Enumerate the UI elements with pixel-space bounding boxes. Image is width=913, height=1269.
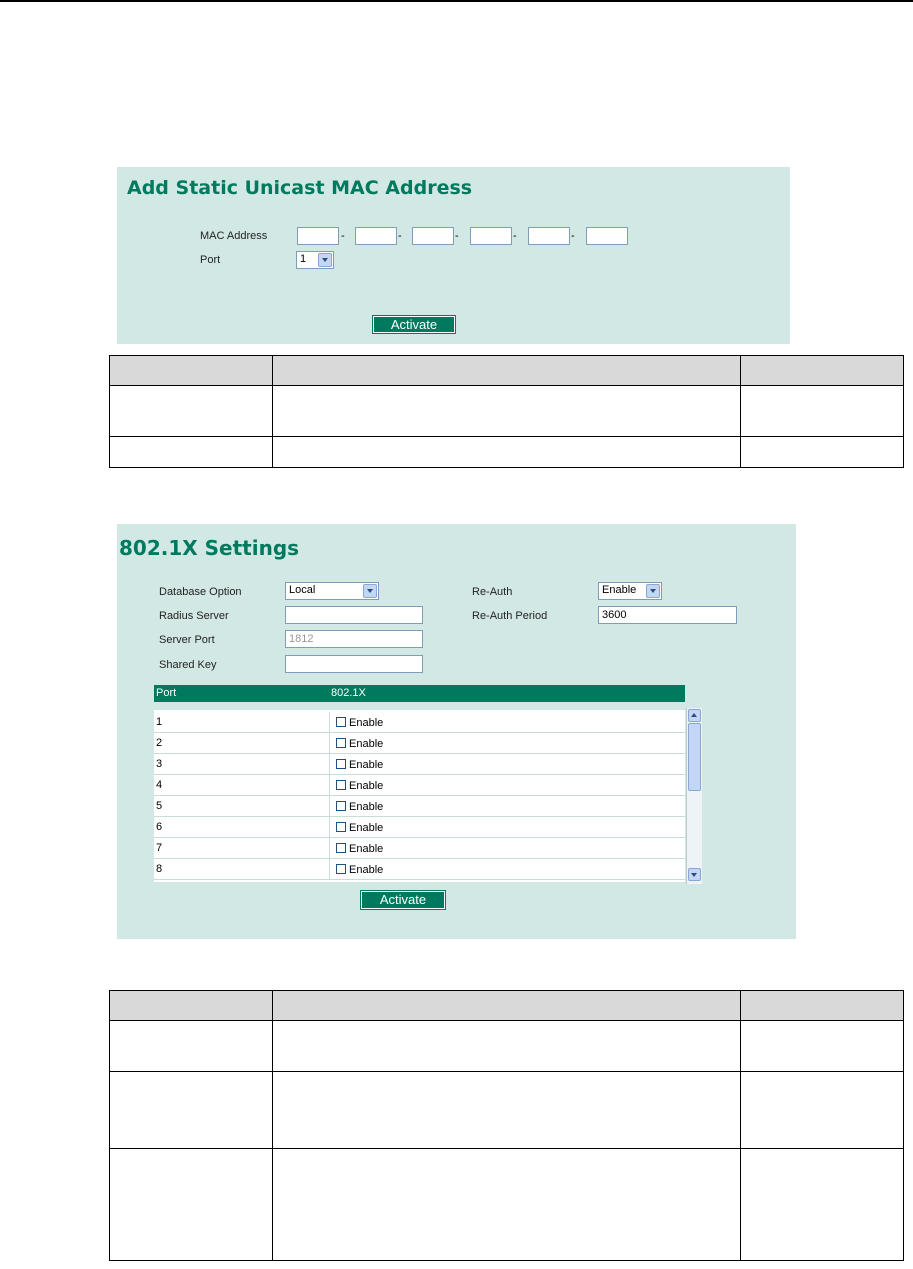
table-cell [273, 1072, 741, 1149]
port-table-header [154, 685, 685, 702]
page-top-rule [0, 0, 913, 2]
radius-server-label: Radius Server [159, 610, 229, 622]
enable-checkbox-label: Enable [349, 738, 384, 750]
mac-octet-5-input[interactable] [528, 227, 570, 245]
add-static-mac-panel [117, 167, 790, 344]
database-option-label: Database Option [159, 586, 242, 598]
enable-checkbox[interactable] [336, 717, 346, 727]
enable-checkbox-label: Enable [349, 759, 384, 771]
table-cell [273, 437, 741, 468]
table-cell [741, 1072, 904, 1149]
table-cell [110, 386, 273, 437]
enable-checkbox-label: Enable [349, 780, 384, 792]
port-label: Port [200, 254, 221, 266]
activate-button[interactable]: Activate [373, 316, 455, 333]
column-divider [329, 859, 330, 879]
database-option-value: Local [289, 584, 316, 596]
table-cell [110, 437, 273, 468]
enable-checkbox[interactable] [336, 759, 346, 769]
mac-separator: - [341, 230, 345, 242]
column-divider [329, 754, 330, 774]
table-header-cell [741, 356, 904, 386]
table-row [154, 796, 685, 817]
enable-checkbox-label: Enable [349, 822, 384, 834]
enable-checkbox[interactable] [336, 780, 346, 790]
mac-address-label: MAC Address [200, 230, 268, 242]
dot1x-setting-table [109, 990, 904, 1261]
chevron-down-icon [646, 584, 660, 598]
enable-checkbox-label: Enable [349, 717, 384, 729]
port-number: 5 [156, 800, 163, 812]
port-number: 1 [156, 716, 163, 728]
table-header-cell [110, 356, 273, 386]
mac-separator: - [398, 230, 402, 242]
port-number: 8 [156, 863, 163, 875]
port-table-body [154, 710, 685, 882]
port-column-header: Port [156, 687, 177, 699]
table-row [154, 838, 685, 859]
table-cell [273, 1021, 741, 1072]
port-number: 2 [156, 737, 163, 749]
enable-checkbox-label: Enable [349, 801, 384, 813]
table-row [154, 754, 685, 775]
table-cell [273, 1149, 741, 1261]
database-option-select[interactable] [285, 582, 379, 600]
table-header-cell [273, 356, 741, 386]
table-row [154, 733, 685, 754]
radius-server-input[interactable] [285, 606, 423, 624]
panel-title: Add Static Unicast MAC Address [127, 177, 473, 199]
column-divider [329, 733, 330, 753]
port-table-scrollbar[interactable] [686, 708, 702, 884]
table-row [154, 859, 685, 880]
reauth-period-input[interactable]: 3600 [598, 606, 737, 624]
port-number: 4 [156, 779, 163, 791]
enable-checkbox[interactable] [336, 738, 346, 748]
column-divider [329, 712, 330, 732]
enable-checkbox-label: Enable [349, 864, 384, 876]
table-cell [741, 1149, 904, 1261]
activate-button[interactable]: Activate [361, 891, 445, 909]
table-cell [110, 1021, 273, 1072]
mac-octet-1-input[interactable] [297, 227, 339, 245]
panel-title: 802.1X Settings [119, 536, 300, 560]
table-header-cell [741, 991, 904, 1021]
chevron-down-icon [318, 253, 332, 267]
port-select[interactable] [296, 251, 334, 269]
table-cell [741, 1021, 904, 1072]
shared-key-input[interactable] [285, 655, 423, 673]
scroll-up-icon[interactable] [688, 709, 701, 722]
table-cell [110, 1149, 273, 1261]
table-row [154, 775, 685, 796]
server-port-label: Server Port [159, 634, 215, 646]
table-cell [273, 386, 741, 437]
enable-checkbox[interactable] [336, 864, 346, 874]
reauth-value: Enable [602, 584, 637, 596]
table-header-cell [110, 991, 273, 1021]
scrollbar-thumb[interactable] [688, 723, 701, 791]
mac-separator: - [455, 230, 459, 242]
mac-octet-4-input[interactable] [470, 227, 512, 245]
mac-octet-2-input[interactable] [355, 227, 397, 245]
mac-separator: - [571, 230, 575, 242]
column-divider [329, 796, 330, 816]
enable-checkbox[interactable] [336, 822, 346, 832]
enable-checkbox[interactable] [336, 801, 346, 811]
column-divider [329, 838, 330, 858]
dot1x-settings-panel [117, 524, 796, 939]
port-number: 3 [156, 758, 163, 770]
table-cell [110, 1072, 273, 1149]
shared-key-label: Shared Key [159, 659, 217, 671]
reauth-period-label: Re-Auth Period [472, 610, 548, 622]
table-row [154, 712, 685, 733]
enable-checkbox[interactable] [336, 843, 346, 853]
mac-setting-table [109, 355, 904, 468]
enable-checkbox-label: Enable [349, 843, 384, 855]
mac-separator: - [513, 230, 517, 242]
port-number: 6 [156, 821, 163, 833]
table-row [154, 817, 685, 838]
table-cell [741, 386, 904, 437]
reauth-label: Re-Auth [472, 586, 513, 598]
mac-octet-3-input[interactable] [412, 227, 454, 245]
server-port-input: 1812 [285, 630, 423, 648]
column-divider [329, 775, 330, 795]
table-cell [741, 437, 904, 468]
reauth-select[interactable] [598, 582, 662, 600]
port-number: 7 [156, 842, 163, 854]
chevron-down-icon [363, 584, 377, 598]
mac-octet-6-input[interactable] [586, 227, 628, 245]
dot1x-column-header: 802.1X [331, 687, 366, 699]
table-header-cell [273, 991, 741, 1021]
scroll-down-icon[interactable] [688, 868, 701, 881]
column-divider [329, 817, 330, 837]
port-select-value: 1 [300, 253, 307, 265]
